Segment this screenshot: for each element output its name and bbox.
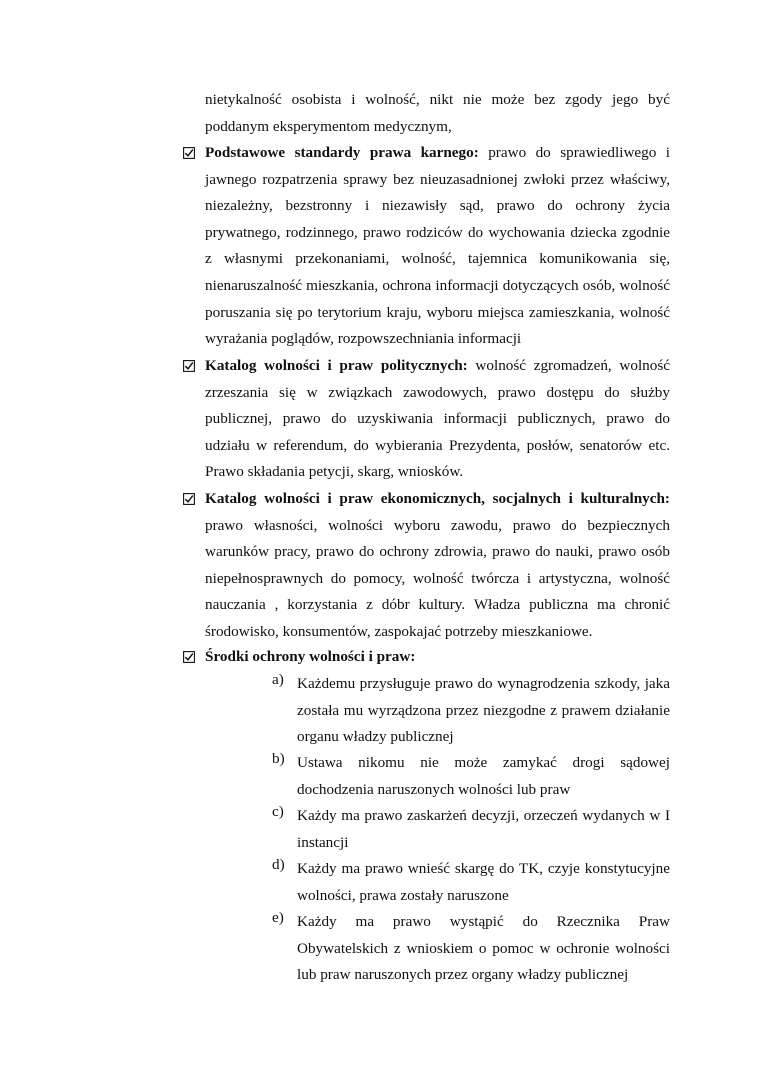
section-title: Katalog wolności i praw politycznych: [205, 357, 468, 374]
list-item [272, 803, 670, 856]
list-item-text: Każdemu przysługuje prawo do wynagrodzenia szkody, jaka została mu wyrządzona przez niezgodne z prawem działanie organu władzy publicznej [297, 675, 670, 746]
section-body: prawo własności, wolności wyboru zawodu, prawo do bezpiecznych warunków pracy, prawo do ochrony zdrowia, prawo do nauki, prawo osób niepełnosprawnych do pomocy, wolność twórcza i artystyczna, wolność nauczania , korzystania z dóbr kultury. Władza publiczna ma chronić środowisko, konsumentów, zaspokajać potrzeby mieszkaniowe. [205, 516, 670, 640]
list-item-text: Każdy ma prawo zaskarżeń decyzji, orzeczeń wydanych w I instancji [297, 807, 670, 851]
section-economic-social-rights [183, 486, 670, 646]
list-item [272, 856, 670, 909]
section-text [205, 140, 670, 353]
checkbox-checked-icon [183, 651, 195, 663]
list-item-label: b) [272, 750, 285, 767]
list-item-label: a) [272, 671, 284, 688]
intro-continuation: nietykalność osobista i wolność, nikt nie może bez zgody jego być poddanym eksperymentom medycznym, [205, 91, 670, 135]
section-title: Środki ochrony wolności i praw: [205, 648, 416, 665]
section-title: Katalog wolności i praw ekonomicznych, socjalnych i kulturalnych: [205, 490, 670, 507]
section-body: prawo do sprawiedliwego i jawnego rozpatrzenia sprawy bez nieuzasadnionej zwłoki przez właściwy, niezależny, bezstronny i niezawisły sąd, prawo do ochrony życia prywatnego, rodzinnego, prawo rodziców do wychowania dziecka zgodnie z własnymi przekonaniami, wolność, tajemnica komunikowania się, nienaruszalność mieszkania, ochrona informacji dotyczących osób, wolność poruszania się po terytorium kraju, wyboru miejsca zamieszkania, wolność wyrażania poglądów, rozpowszechniania informacji [205, 144, 670, 348]
checkbox-checked-icon [183, 493, 195, 505]
list-item-label: d) [272, 856, 285, 873]
section-protection-measures [183, 644, 670, 671]
checkbox-checked-icon [183, 360, 195, 372]
list-item [272, 909, 670, 989]
list-item-label: e) [272, 909, 284, 926]
section-body: wolność zgromadzeń, wolność zrzeszania się w związkach zawodowych, prawo dostępu do służby publicznej, prawo do uzyskiwania informacji publicznych, prawo do udziału w referendum, do wybierania Prezydenta, posłów, senatorów etc. Prawo składania petycji, skarg, wniosków. [205, 357, 671, 481]
list-item [272, 750, 670, 803]
list-item [272, 671, 670, 751]
section-title: Podstawowe standardy prawa karnego: [205, 144, 479, 161]
section-text [205, 644, 670, 671]
section-political-rights [183, 353, 670, 486]
list-item-text: Każdy ma prawo wystąpić do Rzecznika Praw Obywatelskich z wnioskiem o pomoc w ochronie wolności lub praw naruszonych przez organy władzy publicznej [297, 913, 670, 984]
list-item-text: Ustawa nikomu nie może zamykać drogi sądowej dochodzenia naruszonych wolności lub praw [297, 754, 670, 798]
list-item-text: Każdy ma prawo wnieść skargę do TK, czyje konstytucyjne wolności, prawa zostały naruszone [297, 860, 670, 904]
list-item-label: c) [272, 803, 284, 820]
section-text [205, 353, 670, 486]
checkbox-checked-icon [183, 147, 195, 159]
section-criminal-law-standards [183, 140, 670, 353]
section-text [205, 486, 670, 646]
